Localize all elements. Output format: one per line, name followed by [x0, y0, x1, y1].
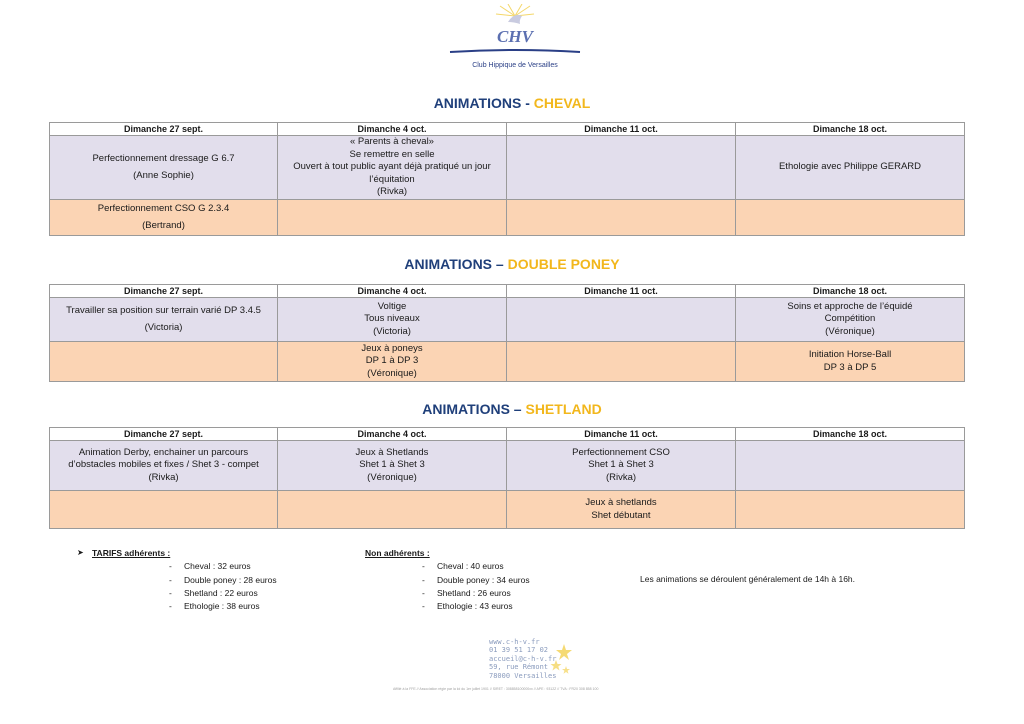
- cell-text: Shet 1 à Shet 3: [359, 459, 425, 471]
- cell-text: Initiation Horse-Ball: [808, 349, 892, 360]
- table-cell: [736, 200, 965, 236]
- price-item: - Ethologie : 43 euros: [437, 600, 530, 613]
- stars-icon: [548, 642, 574, 678]
- table-cell: [278, 136, 507, 200]
- cell-text: Jeux à poneys: [361, 342, 423, 354]
- table-cell: [736, 298, 965, 342]
- price-item: - Cheval : 40 euros: [437, 560, 530, 573]
- cell-text: (Rivka): [605, 471, 637, 483]
- svg-text:CHV: CHV: [497, 27, 533, 46]
- phone-number: 01 39 51 17 02: [489, 646, 549, 655]
- header-cell: Dimanche 4 oct.: [278, 428, 507, 441]
- schedule-note: Les animations se déroulent généralement de 14h à 16h.: [640, 574, 856, 584]
- table-row: [50, 441, 965, 491]
- price-item: - Double poney : 28 euros: [184, 574, 277, 587]
- header-cell: Dimanche 27 sept.: [50, 428, 278, 441]
- cell-text: (Bertrand): [142, 220, 185, 231]
- cell-text: Jeux à shetlands: [585, 497, 657, 508]
- table-cell: [278, 342, 507, 382]
- cell-text: (Victoria): [373, 325, 411, 337]
- header-cell: Dimanche 11 oct.: [507, 123, 736, 136]
- website-link[interactable]: www.c-h-v.fr: [489, 638, 540, 646]
- tarifs-non-adherents: [365, 547, 530, 613]
- table-cell: [278, 298, 507, 342]
- table-row: [50, 491, 965, 529]
- table-row: [50, 200, 965, 236]
- table-cell: [50, 441, 278, 491]
- table-double-poney: [49, 284, 965, 382]
- table-header-row: [50, 428, 965, 441]
- price-item: - Shetland : 26 euros: [437, 587, 530, 600]
- cell-text: (Rivka): [376, 186, 408, 198]
- price-item: - Double poney : 34 euros: [437, 574, 530, 587]
- title-accent: SHETLAND: [525, 401, 602, 417]
- cell-text: Ouvert à tout public ayant déjà pratiqué un jour: [293, 161, 491, 173]
- cell-text: (Véronique): [825, 325, 875, 337]
- cell-text: d’obstacles mobiles et fixes / Shet 3 - compet: [68, 459, 259, 471]
- price-item: - Cheval : 32 euros: [184, 560, 277, 573]
- email-link[interactable]: accueil@c-h-v.fr: [489, 654, 557, 663]
- header-cell: Dimanche 27 sept.: [50, 285, 278, 298]
- table-cell: [507, 342, 736, 382]
- street-address: 59, rue Rémont: [489, 663, 549, 672]
- tarifs-adherents-title: TARIFS adhérents :: [92, 548, 171, 558]
- title-accent: CHEVAL: [533, 95, 591, 111]
- cell-text: l’équitation: [369, 173, 415, 185]
- horse-logo-icon: [448, 4, 582, 66]
- header-cell: Dimanche 4 oct.: [278, 285, 507, 298]
- header-cell: Dimanche 11 oct.: [507, 428, 736, 441]
- table-row: [50, 136, 965, 200]
- table-header-row: [50, 285, 965, 298]
- price-item: - Shetland : 22 euros: [184, 587, 277, 600]
- table-cell: [278, 200, 507, 236]
- section-title-double-poney: [0, 256, 1024, 272]
- header-cell: Dimanche 18 oct.: [736, 123, 965, 136]
- table-header-row: [50, 123, 965, 136]
- contact-block: [489, 638, 556, 680]
- table-cell: [50, 491, 278, 529]
- table-cell: [736, 136, 965, 200]
- cell-text: Travailler sa position sur terrain varié DP 3.4.5: [66, 304, 261, 316]
- cell-text: Shet 1 à Shet 3: [588, 459, 654, 471]
- title-main: ANIMATIONS –: [404, 256, 508, 272]
- section-title-cheval: [0, 95, 1024, 111]
- price-item: - Ethologie : 38 euros: [184, 600, 277, 613]
- header-cell: Dimanche 27 sept.: [50, 123, 278, 136]
- cell-text: Animation Derby, enchainer un parcours: [78, 446, 249, 458]
- legal-footer: Affilié à la FFE // Association régie par la loi du 1er juillet 1901 // SIRET : 308858100000xx // APE : 9312Z // TVA : FR20 308 858 100: [393, 687, 599, 691]
- table-cell: [507, 136, 736, 200]
- cell-text: DP 1 à DP 3: [365, 355, 419, 367]
- cell-text: Perfectionnement dressage G 6.7: [92, 152, 235, 164]
- table-cell: [50, 136, 278, 200]
- cell-text: Ethologie avec Philippe GERARD: [778, 161, 922, 173]
- table-cell: [507, 298, 736, 342]
- header-cell: Dimanche 18 oct.: [736, 285, 965, 298]
- header-cell: Dimanche 4 oct.: [278, 123, 507, 136]
- table-cell: [278, 491, 507, 529]
- cell-text: Shet débutant: [591, 509, 651, 521]
- title-accent: DOUBLE PONEY: [507, 256, 620, 272]
- cell-text: DP 3 à DP 5: [823, 361, 877, 373]
- cell-text: Voltige: [377, 300, 407, 312]
- club-logo: [448, 4, 582, 72]
- cell-text: « Parents à cheval»: [350, 136, 434, 148]
- table-row: [50, 298, 965, 342]
- tarifs-adherents: [92, 547, 277, 613]
- title-main: ANIMATIONS -: [433, 95, 534, 111]
- table-cell: [507, 491, 736, 529]
- table-cell: [50, 298, 278, 342]
- cell-text: (Anne Sophie): [133, 170, 194, 181]
- table-cell: [736, 441, 965, 491]
- cell-text: Perfectionnement CSO G 2.3.4: [97, 202, 230, 214]
- table-cell: [736, 491, 965, 529]
- cell-text: (Véronique): [367, 367, 417, 379]
- cell-text: (Véronique): [367, 471, 417, 483]
- cell-text: (Rivka): [148, 471, 179, 483]
- cell-text: Compétition: [824, 313, 876, 325]
- table-cell: [507, 441, 736, 491]
- cell-text: Soins et approche de l’équidé: [787, 300, 913, 312]
- cell-text: Perfectionnement CSO: [572, 446, 670, 458]
- table-cell: [50, 200, 278, 236]
- table-shetland: [49, 427, 965, 529]
- header-cell: Dimanche 18 oct.: [736, 428, 965, 441]
- table-cheval: [49, 122, 965, 236]
- club-name: Club Hippique de Versailles: [472, 62, 558, 69]
- table-cell: [278, 441, 507, 491]
- cell-text: (Victoria): [144, 322, 183, 333]
- table-cell: [736, 342, 965, 382]
- header-cell: Dimanche 11 oct.: [507, 285, 736, 298]
- tarifs-non-adherents-title: Non adhérents :: [365, 548, 430, 558]
- arrow-bullet-icon: ➤: [77, 548, 84, 557]
- city-address: 78000 Versailles: [489, 671, 557, 680]
- table-cell: [50, 342, 278, 382]
- cell-text: Tous niveaux: [364, 313, 420, 325]
- title-main: ANIMATIONS –: [422, 401, 526, 417]
- table-row: [50, 342, 965, 382]
- table-cell: [507, 200, 736, 236]
- cell-text: Se remettre en selle: [349, 148, 435, 160]
- section-title-shetland: [0, 401, 1024, 417]
- cell-text: Jeux à Shetlands: [355, 446, 429, 458]
